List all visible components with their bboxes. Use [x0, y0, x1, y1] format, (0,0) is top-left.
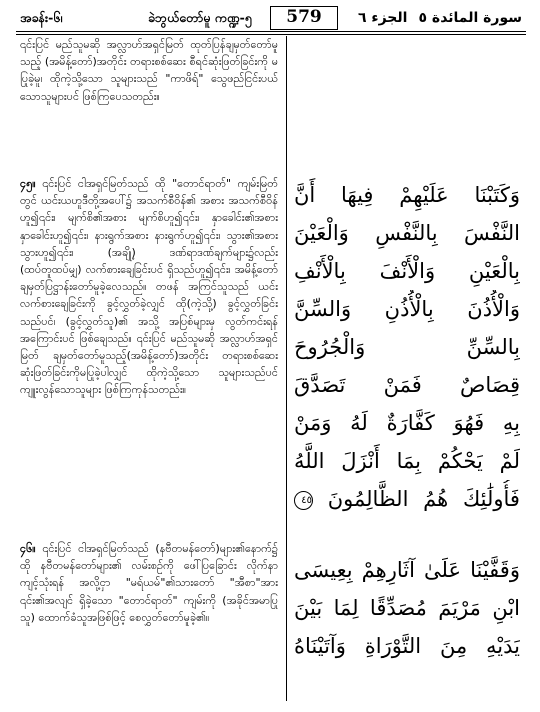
- arabic-line: بِهِ فَهُوَ كَفَّارَةٌ لَهُ وَمَنْ: [294, 411, 520, 435]
- arabic-line: وَقَفَّيْنَا عَلَىٰ آثَارِهِمْ بِعِيسَى: [294, 558, 520, 582]
- verse-end-marker: ٤٥: [294, 491, 313, 510]
- header-rule: [16, 31, 526, 32]
- arabic-line: قِصَاصٌ فَمَنْ تَصَدَّقَ: [294, 373, 520, 397]
- arabic-line: وَالْأُذُنَ بِالْأُذُنِ وَالسِّنَّ: [294, 297, 520, 321]
- translation-verse-46: [20, 540, 278, 626]
- column-divider: [286, 36, 287, 701]
- paragraph-text: ၎င်းပြင် ငါအရှင်မြတ်သည် ထို "တောင်ရာတ်" ကျမ်းမြတ်တွင် ယင်းယဟူဒီတို့အပေါ်၌ အသက်စီဝိန်၏ အစား အသက်စီဝိန်ဟူ၍၎င်း၊ မျက်စိ၏အစား မျက်စိဟူ၍၎င်း၊ နှာခေါင်း၏အစား နှာခေါင်းဟူ၍၎င်း၊ နားရွက်အစား နားရွက်ဟူ၍၎င်း၊ သွား၏အစား သွားဟူ၍၎င်း၊ (အချို့) ဒဏ်ရာဒဏ်ချက်များ၌လည်း (ထပ်တူထပ်မျှ) လက်စားချေခြင်းပင် ရှိသည်ဟူ၍၎င်း၊ အမိန့်တော်ချမှတ်ပြဋ္ဌာန်းတော်မူခဲ့လေသည်။ တဖန် အကြင်သူသည် ယင်းလက်စားချေခြင်းကို ခွင့်လွှတ်ခဲ့လျှင် ထို(ကဲ့သို့) ခွင့်လွှတ်ခြင်းသည်ပင်၊ (ခွင့်လွှတ်သူ)၏ အသို့ အပြစ်များမှ လွတ်ကင်းရန်အကြောင်းပင် ဖြစ်ချေသည်။ ၎င်းပြင် မည်သူမဆို အလ္လာဟ်အရှင်မြတ် ချမှတ်တော်မူသည့်(အမိန့်တော်)အတိုင်း တရားစစ်ဆေး ဆုံးဖြတ်ခြင်းကိုမပြုခဲ့ပါလျှင် ထိုကဲ့သို့သော သူများသည်ပင် ကျူးလွန်သောသူများ ဖြစ်ကြကုန်သတည်း။: [20, 177, 278, 397]
- header-rule-thin: [16, 34, 526, 35]
- arabic-line: النَّفْسَ بِالنَّفْسِ وَالْعَيْنَ: [294, 221, 520, 245]
- translation-paragraph-continued: [20, 36, 278, 105]
- arabic-line: ابْنِ مَرْيَمَ مُصَدِّقًا لِمَا بَيْنَ: [294, 596, 520, 620]
- verse-number: ၄၆။: [20, 542, 36, 555]
- arabic-line: بِالْعَيْنِ وَالْأَنْفَ بِالْأَنْفِ: [294, 259, 520, 283]
- book-title: ခဲဘွယ်တော်မူ ကဏ္ဍ-၅: [148, 10, 252, 25]
- juz-label: الجزء ٦: [358, 10, 408, 26]
- arabic-verse-45: [294, 176, 520, 518]
- arabic-line: وَكَتَبْنَا عَلَيْهِمْ فِيهَا أَنَّ: [294, 183, 520, 207]
- translation-verse-45: [20, 175, 278, 399]
- arabic-line-last: [294, 480, 520, 518]
- paragraph-text: ၎င်းပြင် ငါအရှင်မြတ်သည် (နဗီတမန်တော်)များ၏နောက်၌ ထို နဗီတမန်တော်များ၏ လမ်းစဉ်ကို ဖေါ်ပြခြောင်း လိုက်နာကျင့်သုံးရန် အလို့ငှာ "မရ်ယမ်"၏သားတော် "အီစာ"အား ၎င်း၏အလျင် ရှိခဲ့သော "တောင်ရာတ်" ကျမ်းကို (အခိုင်အမာပြုသူ) ထောက်ခံသူအဖြစ်ဖြင့် စေလွှတ်တော်မူခဲ့၏။: [20, 542, 278, 624]
- page-number: 579: [270, 6, 338, 30]
- paragraph-text: ၎င်းပြင် မည်သူမဆို အလ္လာဟ်အရှင်မြတ် ထုတ်ပြန်ချမှတ်တော်မူသည့် (အမိန့်တော်)အတိုင်း တရားစစ်ဆေး စီရင်ဆုံးဖြတ်ခြင်းကို မပြုခဲ့မူ၊ ထိုကဲ့သို့သော သူများသည် "ကာဖိရ်" သွေဖည်ငြင်းပယ်သောသူများပင် ဖြစ်ကြပေသတည်း။: [20, 38, 278, 103]
- arabic-line: لَمْ يَحْكُمْ بِمَا أَنْزَلَ اللَّهُ: [294, 449, 520, 473]
- chapter-label: အခန်း-၆၊: [20, 10, 63, 25]
- verse-number: ၄၅။: [20, 177, 36, 190]
- arabic-verse-46: [294, 551, 520, 665]
- sura-label: سورة المائدة ٥: [418, 10, 522, 26]
- arabic-line: بِالسِّنِّ وَالْجُرُوحَ: [294, 335, 520, 359]
- page-header: [16, 6, 526, 30]
- arabic-line: فَأُولَٰئِكَ هُمُ الظَّالِمُونَ: [327, 487, 520, 511]
- arabic-line: يَدَيْهِ مِنَ التَّوْرَاةِ وَآتَيْنَاهُ: [294, 634, 520, 658]
